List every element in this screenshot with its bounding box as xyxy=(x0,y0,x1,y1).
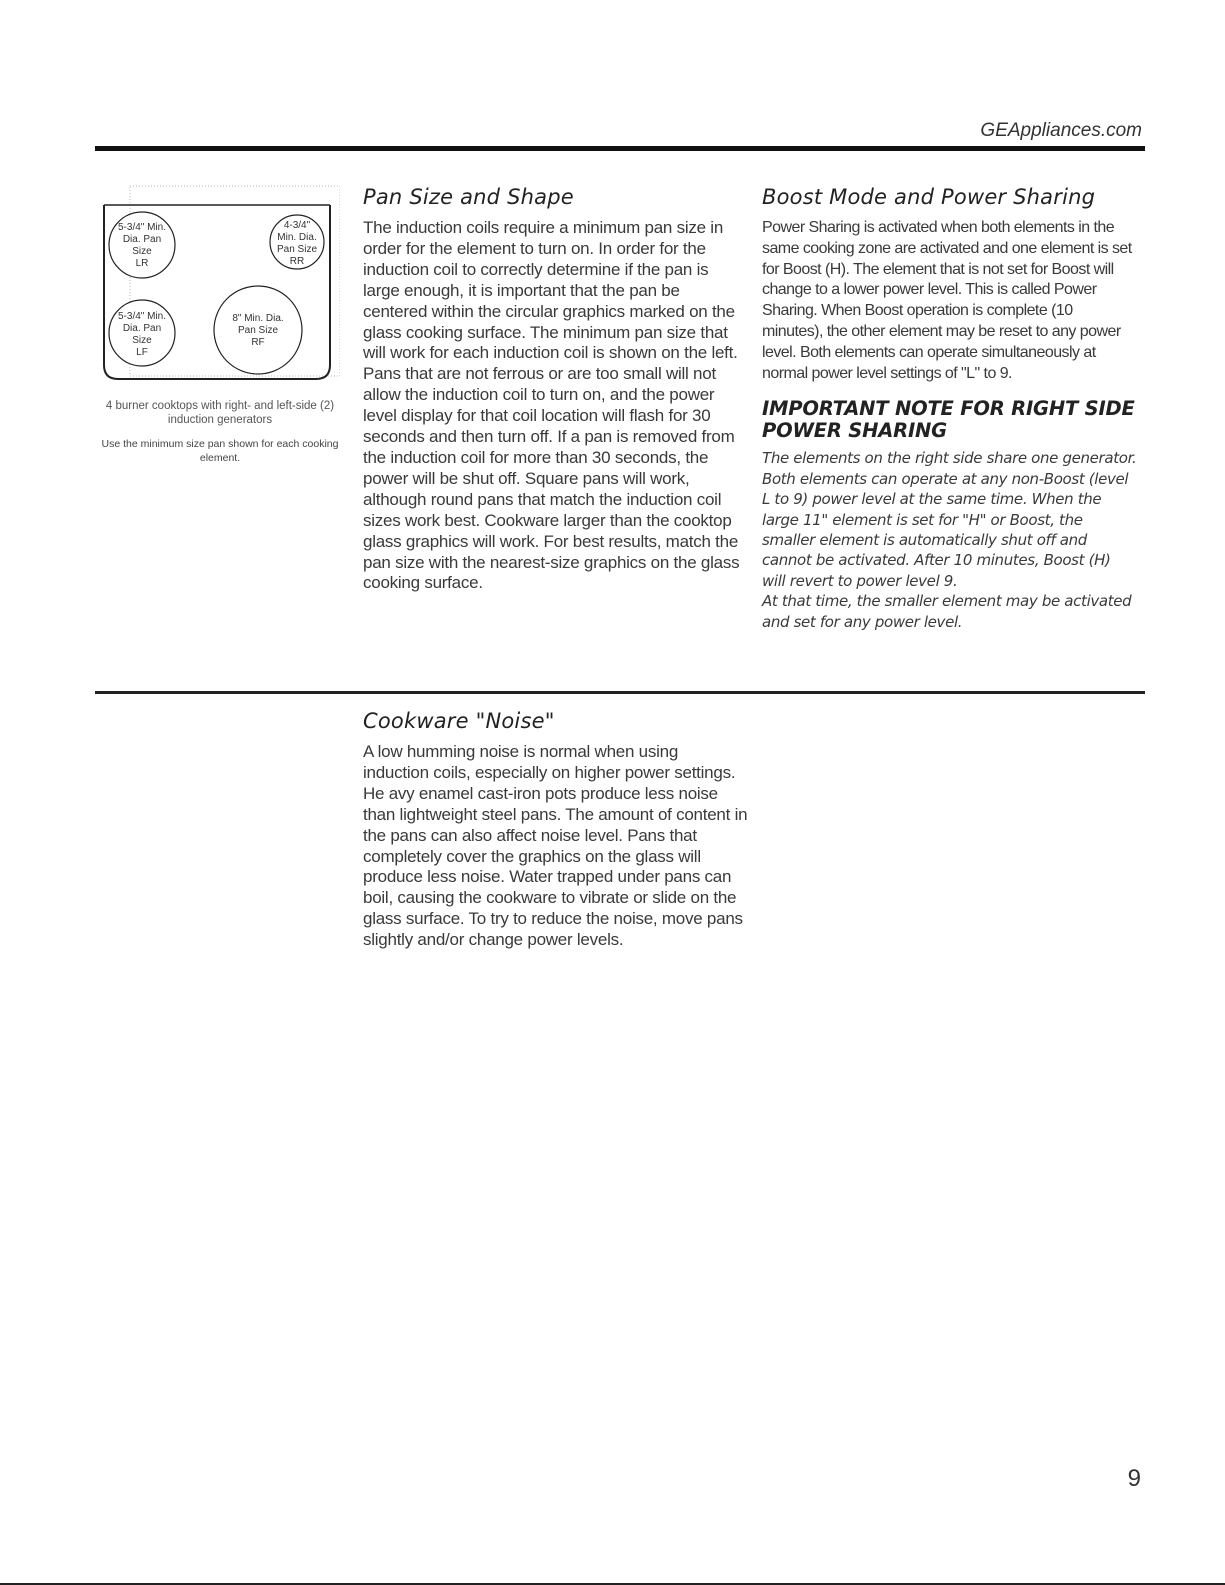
burner-rf-label-1: 8" Min. Dia. xyxy=(232,313,284,324)
burner-rr-label-4: RR xyxy=(289,256,305,267)
burner-lf-label-4: LF xyxy=(136,347,148,358)
burner-lf-label-3: Size xyxy=(132,335,152,346)
diagram-caption: 4 burner cooktops with right- and left-side (2) induction generators xyxy=(105,400,335,426)
burner-rr-label-2: Min. Dia. xyxy=(277,232,317,243)
pan-size-title: Pan Size and Shape xyxy=(363,185,574,209)
burner-lr-label-3: Size xyxy=(132,246,152,257)
pan-size-body: The induction coils require a minimum pan size in order for the element to turn on. In order for the induction coil to correctly determine if the pan is large enough, it is important that the pan be centered within the circular graphics marked on the glass cooking surface. The minimum pan size that will work for each induction coil is shown on the left. Pans that are not ferrous or are too small will not allow the induction coil to turn on, and the power level display for that coil location will flash for 30 seconds and then turn off. If a pan is removed from the induction coil for more than 30 seconds, the power will be shut off. Square pans will work, although round pans that match the induction coil sizes work best. Cookware larger than the cooktop glass graphics will work. For best results, match the pan size with the nearest-size graphics on the glass cooking surface. xyxy=(363,218,740,593)
section-divider xyxy=(95,691,1145,694)
boost-body: Power Sharing is activated when both elements in the same cooking zone are activated and one element is set for Boost (H). The element that is not set for Boost will change to a lower power level. This is called Power Sharing. When Boost operation is complete (10 minutes), the other element may be reset to any power level. Both elements can operate simultaneously at normal power level settings of "L" to 9. xyxy=(762,219,1132,382)
burner-rr-label-3: Pan Size xyxy=(276,244,318,255)
site-url[interactable]: GEAppliances.com xyxy=(980,120,1142,141)
noise-section xyxy=(363,709,748,951)
burner-lr-label-2: Dia. Pan xyxy=(122,234,162,245)
burner-rf-label-3: RF xyxy=(251,337,265,348)
pan-size-section xyxy=(363,185,748,594)
burner-rr-label-1: 4-3/4" xyxy=(283,220,311,231)
header-rule xyxy=(95,146,1145,151)
burner-lf-label-2: Dia. Pan xyxy=(122,323,162,334)
diagram-instruction: Use the minimum size pan shown for each cooking element. xyxy=(101,438,339,464)
burner-lr-label-1: 5-3/4" Min. xyxy=(117,222,167,233)
noise-body: A low humming noise is normal when using induction coils, especially on higher power settings. He avy enamel cast-iron pots produce less noise than lightweight steel pans. The amount of content in the pans can also affect noise level. Pans that completely cover the graphics on the glass will produce less noise. Water trapped under pans can boil, causing the cookware to vibrate or slide on the glass surface. To try to reduce the noise, move pans slightly and/or change power levels. xyxy=(363,742,748,950)
page-number: 9 xyxy=(1127,1465,1141,1492)
cooktop-diagram xyxy=(100,183,340,393)
noise-title: Cookware "Noise" xyxy=(363,709,555,733)
important-note-body: The elements on the right side share one generator. Both elements can operate at any non-Boost (level L to 9) power level at the same time. When the large 11" element is set for "H" or Boost, the smaller element is automatically shut off and cannot be activated. After 10 minutes, Boost (H) will revert to power level 9. xyxy=(762,449,1137,590)
burner-rf-label-2: Pan Size xyxy=(237,325,279,336)
burner-lf-label-1: 5-3/4" Min. xyxy=(117,311,167,322)
boost-title: Boost Mode and Power Sharing xyxy=(762,185,1096,209)
boost-section xyxy=(762,185,1137,632)
cooktop-diagram-svg xyxy=(100,183,340,393)
important-note-title: IMPORTANT NOTE FOR RIGHT SIDE POWER SHARING xyxy=(762,397,1135,443)
important-note-followup: At that time, the smaller element may be activated and set for any power level. xyxy=(762,592,1132,631)
burner-lr-label-4: LR xyxy=(135,258,149,269)
